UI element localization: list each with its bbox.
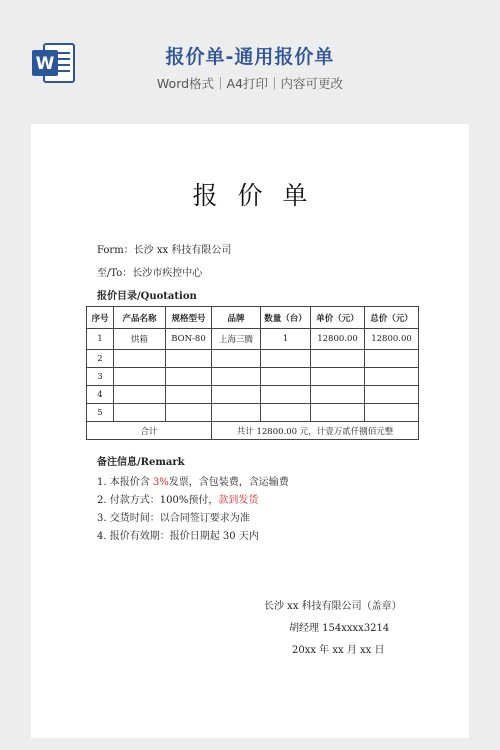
total-value: 共计 12800.00 元，计壹万贰仟捌佰元整 xyxy=(212,422,419,440)
signature-date: 20xx 年 xx 月 xx 日 xyxy=(292,645,385,656)
remark-item xyxy=(97,491,258,506)
table-cell: 3 xyxy=(87,368,114,386)
table-cell xyxy=(365,386,419,404)
header-cell: 品牌 xyxy=(212,307,261,329)
table-cell: BON-80 xyxy=(166,329,212,350)
table-cell xyxy=(114,386,166,404)
remark-text: 报价有效期：报价日期起 30 天内 xyxy=(109,531,259,542)
table-cell xyxy=(261,404,311,422)
remark-number: 4. xyxy=(97,531,107,542)
table-row xyxy=(87,368,419,386)
table-cell xyxy=(261,386,311,404)
table-total-row xyxy=(87,422,419,440)
remark-text-after: 发票，含包装费，含运输费 xyxy=(168,477,289,488)
table-cell xyxy=(114,368,166,386)
table-row xyxy=(87,350,419,368)
quotation-table xyxy=(86,306,419,440)
from-label: Form： xyxy=(97,245,134,256)
table-cell xyxy=(365,350,419,368)
header-cell: 总价（元） xyxy=(365,307,419,329)
table-cell xyxy=(261,368,311,386)
table-cell: 5 xyxy=(87,404,114,422)
remark-item xyxy=(97,473,289,488)
table-cell: 烘箱 xyxy=(114,329,166,350)
to-line xyxy=(97,264,202,279)
remark-number: 2. xyxy=(97,495,107,506)
to-value: 长沙市疾控中心 xyxy=(132,268,203,279)
remark-highlight: 3% xyxy=(152,477,169,488)
table-cell: 12800.00 xyxy=(365,329,419,350)
signature-contact: 胡经理 154xxxx3214 xyxy=(289,623,390,634)
table-cell xyxy=(365,404,419,422)
banner-title: 报价单-通用报价单 xyxy=(165,46,335,68)
signature-company: 长沙 xx 科技有限公司（盖章） xyxy=(264,601,402,612)
header-cell: 规格型号 xyxy=(166,307,212,329)
header-cell: 序号 xyxy=(87,307,114,329)
remark-highlight: 款到发货 xyxy=(218,495,259,506)
table-cell: 2 xyxy=(87,350,114,368)
remark-item xyxy=(97,509,250,524)
table-cell xyxy=(166,368,212,386)
remark-number: 3. xyxy=(97,513,107,524)
table-cell xyxy=(212,386,261,404)
header-cell: 单价（元） xyxy=(311,307,365,329)
table-cell: 4 xyxy=(87,386,114,404)
remark-item xyxy=(97,527,259,542)
table-cell xyxy=(166,350,212,368)
table-cell: 12800.00 xyxy=(311,329,365,350)
table-cell xyxy=(166,386,212,404)
table-cell xyxy=(311,368,365,386)
table-header-row xyxy=(87,307,419,329)
to-label: 至/To： xyxy=(97,268,133,279)
table-cell xyxy=(261,350,311,368)
banner-subtitle: Word格式｜A4打印｜内容可更改 xyxy=(156,76,344,91)
remark-text: 本报价含 xyxy=(109,477,153,488)
table-cell xyxy=(311,404,365,422)
table-row xyxy=(87,329,419,350)
header-cell: 产品名称 xyxy=(114,307,166,329)
total-label: 合计 xyxy=(87,422,212,440)
table-cell xyxy=(212,350,261,368)
document-page xyxy=(31,124,469,738)
header-cell: 数量（台） xyxy=(261,307,311,329)
header-banner xyxy=(0,0,500,120)
remarks-heading: 备注信息/Remark xyxy=(97,457,185,468)
table-cell xyxy=(212,404,261,422)
remark-text: 交货时间：以合同签订要求为准 xyxy=(109,513,250,524)
word-icon-letter: W xyxy=(35,54,55,74)
table-cell xyxy=(166,404,212,422)
document-title: 报价单 xyxy=(192,181,328,210)
catalog-heading: 报价目录/Quotation xyxy=(97,291,197,302)
table-row xyxy=(87,386,419,404)
table-cell xyxy=(311,386,365,404)
table-cell: 上海三腾 xyxy=(212,329,261,350)
remark-number: 1. xyxy=(97,477,107,488)
table-cell xyxy=(365,368,419,386)
table-cell xyxy=(212,368,261,386)
table-cell xyxy=(114,404,166,422)
from-line xyxy=(97,241,231,256)
table-cell xyxy=(311,350,365,368)
table-cell xyxy=(114,350,166,368)
table-cell: 1 xyxy=(87,329,114,350)
from-value: 长沙 xx 科技有限公司 xyxy=(133,245,232,256)
remark-text: 付款方式：100%预付， xyxy=(109,495,219,506)
table-cell: 1 xyxy=(261,329,311,350)
table-row xyxy=(87,404,419,422)
